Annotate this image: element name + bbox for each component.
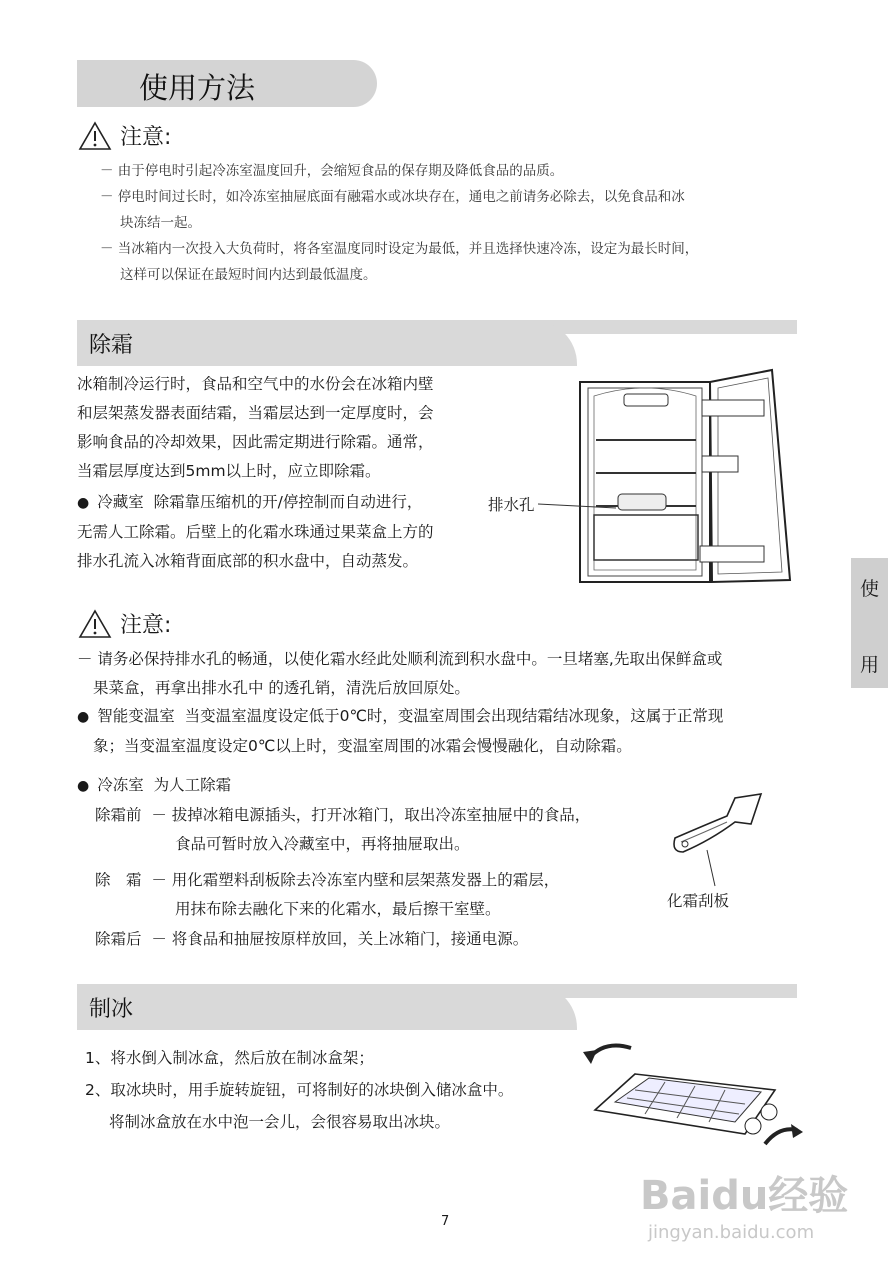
text-line: 无需人工除霜。后壁上的化霜水珠通过果菜盒上方的 bbox=[77, 523, 434, 541]
text-line: 果菜盒，再拿出排水孔中 的透孔销，清洗后放回原处。 bbox=[93, 679, 470, 697]
section-title: 制冰 bbox=[89, 997, 134, 1022]
step-label: 除霜前 bbox=[95, 806, 142, 824]
page-title: 使用方法 bbox=[139, 71, 256, 105]
side-tab bbox=[851, 558, 888, 688]
bullet-label: ● 冷藏室 bbox=[77, 493, 144, 511]
text-line: 冰箱制冷运行时，食品和空气中的水份会在冰箱内壁 bbox=[77, 375, 434, 393]
caution2-text bbox=[77, 645, 837, 703]
text-line: 影响食品的冷却效果，因此需定期进行除霜。通常， bbox=[77, 433, 434, 451]
watermark-brand: Baidu经验 bbox=[640, 1173, 849, 1219]
caution-heading bbox=[78, 608, 171, 639]
watermark-url: jingyan.baidu.com bbox=[648, 1222, 815, 1243]
caution-line: － 由于停电时引起冷冻室温度回升，会缩短食品的保存期及降低食品的品质。 bbox=[100, 163, 564, 179]
text-line: 当霜层厚度达到5mm以上时，应立即除霜。 bbox=[77, 462, 381, 480]
leader-line bbox=[538, 500, 618, 510]
caution-line: 块冻结一起。 bbox=[120, 215, 201, 231]
step-label: 除霜后 bbox=[95, 930, 142, 948]
text-line: － 将食品和抽屉按原样放回，关上冰箱门，接通电源。 bbox=[151, 930, 529, 948]
freezer-step bbox=[95, 866, 655, 924]
caution-title: 注意: bbox=[120, 613, 172, 638]
freezer-heading bbox=[77, 771, 231, 801]
side-tab-text: 使 bbox=[860, 578, 880, 600]
text-line: 1、将水倒入制冰盒，然后放在制冰盒架； bbox=[85, 1049, 374, 1067]
fridge-illustration bbox=[572, 360, 802, 590]
ice-instructions bbox=[85, 1042, 605, 1138]
section-header-ice bbox=[77, 984, 577, 1030]
text-line: － 请务必保持排水孔的畅通，以使化霜水经此处顺利流到积水盘中。一旦堵塞,先取出保鲜盒或 bbox=[77, 650, 723, 668]
ice-tray-illustration bbox=[575, 1030, 805, 1160]
scraper-illustration bbox=[665, 790, 775, 890]
text-line: 2、取冰块时，用手旋转旋钮，可将制好的冰块倒入储冰盒中。 bbox=[85, 1081, 514, 1099]
defrost-intro bbox=[77, 370, 557, 486]
text-line: － 拔掉冰箱电源插头，打开冰箱门，取出冷冻室抽屉中的食品， bbox=[151, 806, 591, 824]
section-title: 除霜 bbox=[89, 333, 134, 358]
text-line: 将制冰盒放在水中泡一会儿，会很容易取出冰块。 bbox=[109, 1113, 451, 1131]
caution-title: 注意: bbox=[120, 125, 172, 150]
section-header-defrost bbox=[77, 320, 577, 366]
bullet-label: ● 冷冻室 bbox=[77, 776, 144, 794]
caution-line: － 停电时间过长时，如冷冻室抽屉底面有融霜水或冰块存在，通电之前请务必除去，以免食品和冰 bbox=[100, 189, 685, 205]
text-line: 食品可暂时放入冷藏室中，再将抽屉取出。 bbox=[175, 835, 470, 853]
text-line: 和层架蒸发器表面结霜，当霜层达到一定厚度时，会 bbox=[77, 404, 434, 422]
freezer-step bbox=[95, 925, 655, 954]
warning-icon bbox=[78, 609, 112, 639]
step-label: 除 霜 bbox=[95, 871, 142, 889]
text-line: 排水孔流入冰箱背面底部的积水盘中，自动蒸发。 bbox=[77, 552, 419, 570]
drain-hole-label: 排水孔 bbox=[488, 496, 535, 514]
freezer-subtitle: 为人工除霜 bbox=[153, 776, 232, 794]
bullet-label: ● 智能变温室 bbox=[77, 707, 175, 725]
text-line: 象；当变温室温度设定0℃以上时，变温室周围的冰霜会慢慢融化，自动除霜。 bbox=[93, 737, 632, 755]
side-tab-text: 用 bbox=[860, 654, 880, 676]
page-number: 7 bbox=[441, 1214, 450, 1229]
scraper-label: 化霜刮板 bbox=[667, 892, 730, 910]
text-line: 用抹布除去融化下来的化霜水，最后擦干室壁。 bbox=[175, 900, 501, 918]
text-line: 当变温室温度设定低于0℃时，变温室周围会出现结霜结冰现象，这属于正常现 bbox=[184, 707, 724, 725]
caution-line: 这样可以保证在最短时间内达到最低温度。 bbox=[120, 267, 377, 283]
freezer-step bbox=[95, 801, 655, 859]
caution-heading bbox=[78, 120, 171, 151]
caution-line: － 当冰箱内一次投入大负荷时，将各室温度同时设定为最低，并且选择快速冷冻，设定为最长时间， bbox=[100, 241, 699, 257]
warning-icon bbox=[78, 121, 112, 151]
text-line: － 用化霜塑料刮板除去冷冻室内壁和层架蒸发器上的霜层， bbox=[151, 871, 560, 889]
fridge-defrost bbox=[77, 488, 557, 576]
smart-room-defrost bbox=[77, 702, 837, 761]
text-line: 除霜靠压缩机的开/停控制而自动进行， bbox=[153, 493, 423, 511]
page-title-banner bbox=[77, 60, 377, 107]
